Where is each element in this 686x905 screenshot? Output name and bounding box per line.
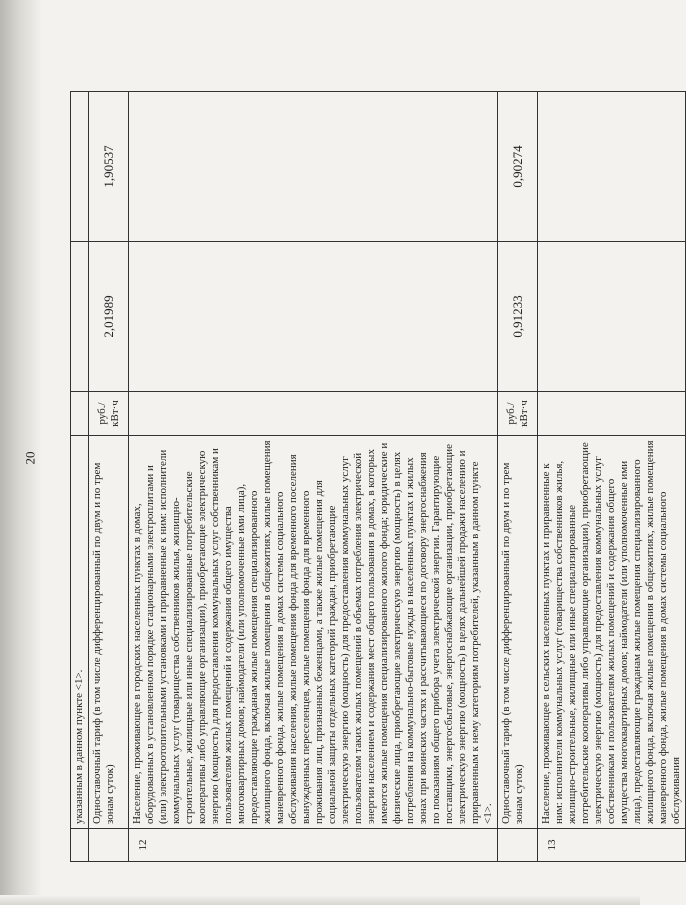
value-cell — [71, 242, 89, 392]
rotated-table-container — [70, 92, 682, 862]
row-number-cell — [498, 829, 538, 862]
category-description-13: Население, проживающее в сельских населенных пунктах и приравненные к ним: исполнители коммунальных услуг (товарищества собственников жилья, жилищно-строительные, жилищные или иные специализированные потребительские кооперативы либо управляющие организации), приобретающие электрическую энергию (мощность) для предоставления коммунальных услуг собственникам и пользователям жилых помещений и содержания общего имущества многоквартирных домов; наймодатели (или уполномоченные ими лица), предоставляющие гражданам жилые помещения специализированного жилищного фонда, включая жилые помещения в общежитиях, жилые помещения маневренного фонда, жилые помещения в домах системы социального обслуживания — [538, 436, 686, 829]
tariff-value-1: 0,91233 — [498, 242, 538, 392]
row-number-cell — [89, 829, 129, 862]
unit-label: руб./кВт·ч — [89, 392, 129, 436]
table-row — [89, 92, 129, 862]
continuation-text: указанным в данном пункте <1>. — [71, 436, 89, 829]
value-cell — [129, 242, 498, 392]
page-number: 20 — [22, 451, 38, 465]
tariff-label: Одноставочный тариф (в том числе дифференцированный по двум и по трем зонам суток) — [498, 436, 538, 829]
category-description-12: Население, проживающее в городских населенных пунктах в домах, оборудованных в установленном порядке стационарными электроплитами и (или) электроотопительными установками и приравненные к ним: исполнители коммунальных услуг (товарищества собственников жилья, жилищно-строительные, жилищные или иные специализированные потребительские кооперативы либо управляющие организации), приобретающие электрическую энергию (мощность) для предоставления коммунальных услуг собственникам и пользователям жилых помещений и содержания общего имущества многоквартирных домов; наймодатели (или уполномоченные ими лица), предоставляющие гражданам жилые помещения специализированного жилищного фонда, включая жилые помещения в общежитиях, жилые помещения маневренного фонда, жилые помещения в домах системы социального обслуживания населения, жилые помещения фонда для временного поселения вынужденных переселенцев, жилые помещения фонда для временного проживания лиц, признанных беженцами, а также жилые помещения для социальной защиты отдельных категорий граждан, приобретающие электрическую энергию (мощность) для предоставления коммунальных услуг пользователям таких жилых помещений в объемах потребления электрической энергии населением и содержания мест общего пользования в домах, в которых имеются жилые помещения специализированного жилого фонда; юридические и физические лица, приобретающие электрическую энергию (мощность) в целях потребления на коммунально-бытовые нужды в населенных пунктах и жилых зонах при воинских частях и рассчитывающиеся по договору энергоснабжения по показаниям общего прибора учета электрической энергии. Гарантирующие поставщики, энергосбытовые, энергоснабжающие организации, приобретающие электрическую энергию (мощность) в целях дальнейшей продажи населению и приравненным к нему категориям потребителей, указанным в данном пункте <1>. — [129, 436, 498, 829]
tariff-table — [70, 91, 686, 862]
value-cell — [538, 92, 686, 242]
tariff-value-1: 2,01989 — [89, 242, 129, 392]
table-row — [538, 92, 686, 862]
table-row — [498, 92, 538, 862]
tariff-value-2: 0,90274 — [498, 92, 538, 242]
unit-cell — [71, 392, 89, 436]
row-number-cell — [71, 829, 89, 862]
tariff-value-2: 1,90537 — [89, 92, 129, 242]
table-row — [129, 92, 498, 862]
value-cell — [71, 92, 89, 242]
value-cell — [129, 92, 498, 242]
unit-cell — [538, 392, 686, 436]
value-cell — [538, 242, 686, 392]
row-number-12: 12 — [129, 829, 498, 862]
unit-label: руб./кВт·ч — [498, 392, 538, 436]
unit-cell — [129, 392, 498, 436]
scan-shadow-bottom — [0, 895, 640, 905]
table-row — [71, 92, 89, 862]
row-number-13: 13 — [538, 829, 686, 862]
tariff-label: Одноставочный тариф (в том числе дифференцированный по двум и по трем зонам суток) — [89, 436, 129, 829]
